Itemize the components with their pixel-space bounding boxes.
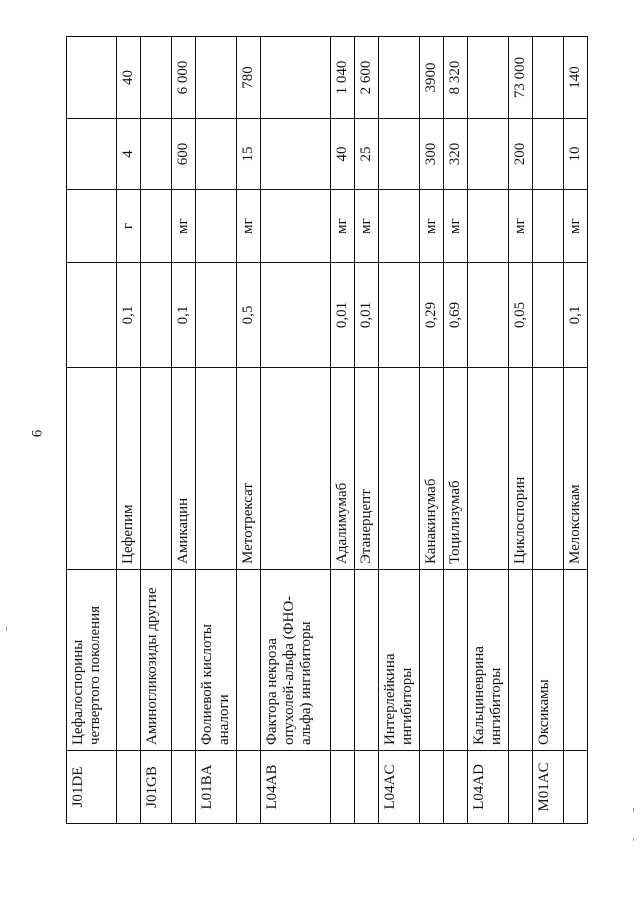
drug-name-cell: Цефепим	[117, 368, 141, 570]
unit-cell: мг	[444, 190, 468, 263]
total-cell	[379, 37, 420, 119]
unit-cell: мг	[509, 190, 533, 263]
total-cell: 780	[237, 37, 261, 119]
count-cell	[67, 119, 117, 190]
dose-cell	[196, 263, 237, 368]
drug-name-cell: Мелоксикам	[564, 368, 588, 570]
count-cell: 320	[444, 119, 468, 190]
group-name-cell: Аминогликозиды другие	[141, 570, 172, 751]
drug-name-cell: Тоцилизумаб	[444, 368, 468, 570]
page-number: 6	[29, 429, 46, 438]
count-cell: 600	[172, 119, 196, 190]
total-cell: 73 000	[509, 37, 533, 119]
group-name-cell: Интерлейкина ингибиторы	[379, 570, 420, 751]
drug-row	[509, 37, 533, 824]
atc-code-cell: L01BA	[196, 751, 237, 824]
group-name-cell: Кальциневрина ингибиторы	[468, 570, 509, 751]
total-cell	[533, 37, 564, 119]
dose-cell	[468, 263, 509, 368]
total-cell: 6 000	[172, 37, 196, 119]
drug-table	[66, 36, 588, 824]
unit-cell: мг	[172, 190, 196, 263]
group-name-cell	[420, 570, 444, 751]
group-row	[468, 37, 509, 824]
count-cell	[533, 119, 564, 190]
table-area	[66, 37, 583, 824]
total-cell	[196, 37, 237, 119]
drug-name-cell	[468, 368, 509, 570]
atc-code-cell: J01DE	[67, 751, 117, 824]
scan-speck	[633, 808, 634, 812]
group-row	[379, 37, 420, 824]
group-name-cell	[117, 570, 141, 751]
total-cell	[141, 37, 172, 119]
unit-cell: мг	[331, 190, 355, 263]
unit-cell: мг	[420, 190, 444, 263]
count-cell	[141, 119, 172, 190]
dose-cell: 0,1	[117, 263, 141, 368]
scan-speck	[6, 627, 7, 631]
group-name-cell: Цефалоспорины четвертого поколения	[67, 570, 117, 751]
unit-cell	[67, 190, 117, 263]
total-cell	[67, 37, 117, 119]
drug-name-cell: Метотрексат	[237, 368, 261, 570]
group-name-cell	[509, 570, 533, 751]
count-cell	[261, 119, 331, 190]
group-name-cell: Оксикамы	[533, 570, 564, 751]
count-cell: 4	[117, 119, 141, 190]
scan-speck	[633, 838, 634, 841]
count-cell: 40	[331, 119, 355, 190]
atc-code-cell: J01GB	[141, 751, 172, 824]
total-cell: 3900	[420, 37, 444, 119]
dose-cell: 0,1	[564, 263, 588, 368]
unit-cell: г	[117, 190, 141, 263]
count-cell: 25	[355, 119, 379, 190]
total-cell	[261, 37, 331, 119]
rotated-page	[66, 37, 583, 824]
unit-cell: мг	[237, 190, 261, 263]
group-name-cell	[564, 570, 588, 751]
dose-cell: 0,01	[331, 263, 355, 368]
unit-cell	[379, 190, 420, 263]
dose-cell: 0,01	[355, 263, 379, 368]
group-name-cell	[331, 570, 355, 751]
atc-code-cell	[172, 751, 196, 824]
count-cell	[468, 119, 509, 190]
group-name-cell: Фактора некроза опухолей-альфа (ФНО-альфа) ингибиторы	[261, 570, 331, 751]
drug-name-cell: Адалимумаб	[331, 368, 355, 570]
atc-code-cell	[117, 751, 141, 824]
unit-cell: мг	[564, 190, 588, 263]
count-cell	[196, 119, 237, 190]
group-name-cell	[355, 570, 379, 751]
dose-cell: 0,05	[509, 263, 533, 368]
drug-name-cell	[379, 368, 420, 570]
atc-code-cell	[355, 751, 379, 824]
count-cell	[379, 119, 420, 190]
group-name-cell: Фолиевой кислоты аналоги	[196, 570, 237, 751]
drug-row	[172, 37, 196, 824]
dose-cell	[533, 263, 564, 368]
total-cell: 40	[117, 37, 141, 119]
drug-row	[355, 37, 379, 824]
unit-cell	[533, 190, 564, 263]
group-row	[533, 37, 564, 824]
total-cell: 2 600	[355, 37, 379, 119]
drug-name-cell	[196, 368, 237, 570]
dose-cell	[67, 263, 117, 368]
dose-cell	[379, 263, 420, 368]
drug-name-cell: Амикацин	[172, 368, 196, 570]
drug-row	[117, 37, 141, 824]
atc-code-cell	[420, 751, 444, 824]
group-row	[67, 37, 117, 824]
drug-name-cell	[141, 368, 172, 570]
unit-cell	[141, 190, 172, 263]
total-cell	[468, 37, 509, 119]
drug-name-cell: Канакинумаб	[420, 368, 444, 570]
count-cell: 200	[509, 119, 533, 190]
group-row	[196, 37, 237, 824]
drug-table-body	[67, 37, 588, 824]
drug-row	[444, 37, 468, 824]
drug-name-cell: Этанерцепт	[355, 368, 379, 570]
dose-cell: 0,1	[172, 263, 196, 368]
atc-code-cell: L04AC	[379, 751, 420, 824]
atc-code-cell: L04AB	[261, 751, 331, 824]
drug-name-cell	[533, 368, 564, 570]
unit-cell	[468, 190, 509, 263]
unit-cell	[196, 190, 237, 263]
count-cell: 10	[564, 119, 588, 190]
dose-cell	[141, 263, 172, 368]
total-cell: 8 320	[444, 37, 468, 119]
group-name-cell	[444, 570, 468, 751]
atc-code-cell: M01AC	[533, 751, 564, 824]
dose-cell: 0,5	[237, 263, 261, 368]
atc-code-cell	[509, 751, 533, 824]
dose-cell	[261, 263, 331, 368]
group-name-cell	[172, 570, 196, 751]
drug-name-cell: Циклоспорин	[509, 368, 533, 570]
count-cell: 15	[237, 119, 261, 190]
count-cell: 300	[420, 119, 444, 190]
drug-row	[420, 37, 444, 824]
atc-code-cell	[331, 751, 355, 824]
atc-code-cell	[237, 751, 261, 824]
unit-cell: мг	[355, 190, 379, 263]
drug-row	[237, 37, 261, 824]
drug-name-cell	[261, 368, 331, 570]
atc-code-cell: L04AD	[468, 751, 509, 824]
drug-row	[564, 37, 588, 824]
unit-cell	[261, 190, 331, 263]
total-cell: 140	[564, 37, 588, 119]
dose-cell: 0,29	[420, 263, 444, 368]
drug-row	[331, 37, 355, 824]
dose-cell: 0,69	[444, 263, 468, 368]
drug-name-cell	[67, 368, 117, 570]
atc-code-cell	[444, 751, 468, 824]
total-cell: 1 040	[331, 37, 355, 119]
group-name-cell	[237, 570, 261, 751]
group-row	[141, 37, 172, 824]
group-row	[261, 37, 331, 824]
atc-code-cell	[564, 751, 588, 824]
